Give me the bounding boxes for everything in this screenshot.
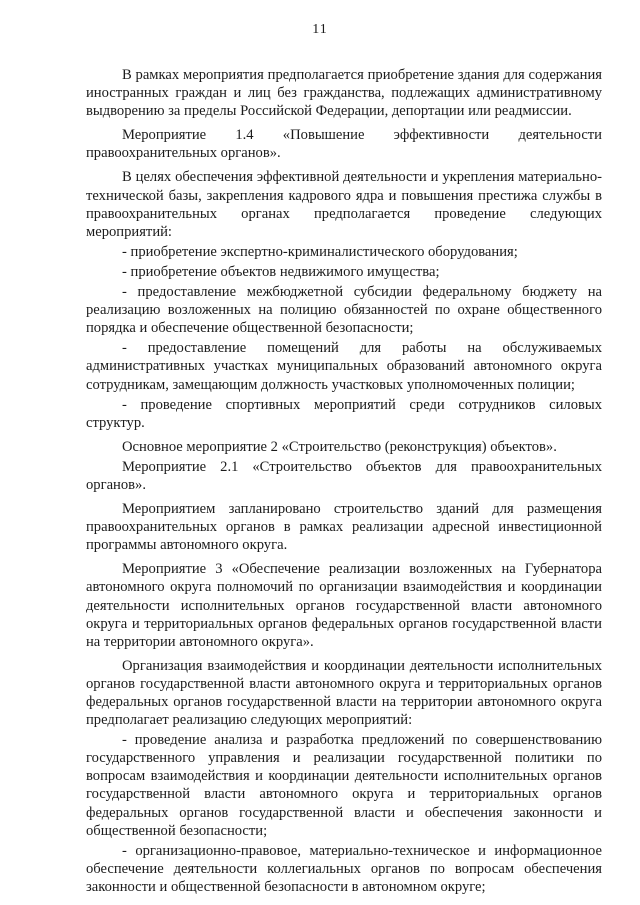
list-item-real-estate: - приобретение объектов недвижимого имущества; xyxy=(122,263,440,280)
document-body xyxy=(86,66,602,896)
list-item-premises: - предоставление помещений для работы на обслуживаемых административных участках муниципальных образований автономного округа сотрудникам, замещающим должность участковых уполномоченных полиции; xyxy=(86,340,602,393)
list-item-analysis: - проведение анализа и разработка предложений по совершенствованию государственного управления и реализации государственной политики по вопросам взаимодействия и координации деятельности исполнительных органов государственной власти автономного округа и территориальных органов федеральных органов государственной власти и обеспечения законности и общественной безопасности; xyxy=(86,732,602,839)
paragraph-measure-2-1: Мероприятие 2.1 «Строительство объектов для правоохранительных органов». xyxy=(86,458,602,493)
list-item-sports-events: - проведение спортивных мероприятий среди сотрудников силовых структур. xyxy=(86,396,602,431)
list-item-federal-subsidy: - предоставление межбюджетной субсидии федеральному бюджету на реализацию возложенных на полицию обязанностей по охране общественного порядка и обеспечение общественной безопасности; xyxy=(86,284,602,337)
paragraph-main-measure-2: Основное мероприятие 2 «Строительство (реконструкция) объектов». xyxy=(122,438,557,455)
list-item-organizational-support: - организационно-правовое, материально-техническое и информационное обеспечение деятельности коллегиальных органов по вопросам обеспечения законности и общественной безопасности в автономном округе; xyxy=(86,842,602,895)
paragraph-construction-plan: Мероприятием запланировано строительство зданий для размещения правоохранительных органов в рамках реализации адресной инвестиционной программы автономного округа. xyxy=(86,501,602,554)
paragraph-coordination: Организация взаимодействия и координации деятельности исполнительных органов государственной власти автономного округа и территориальных органов федеральных органов государственной власти на территории автономного округа предполагает реализацию следующих мероприятий: xyxy=(86,657,602,729)
page-number: 11 xyxy=(312,22,328,37)
paragraph-measure-1-4-title: Мероприятие 1.4 «Повышение эффективности деятельности правоохранительных органов». xyxy=(86,127,602,162)
paragraph-building-acquisition: В рамках мероприятия предполагается приобретение здания для содержания иностранных граждан и лиц без гражданства, подлежащих административному выдворению за пределы Российской Федерации, депортации или реадмиссии. xyxy=(86,67,602,120)
paragraph-measure-1-4-intro: В целях обеспечения эффективной деятельности и укрепления материально-технической базы, закрепления кадрового ядра и повышения престижа службы в правоохранительных органах предполагается проведение следующих мероприятий: xyxy=(86,169,602,240)
list-item-forensic-equipment: - приобретение экспертно-криминалистического оборудования; xyxy=(122,243,518,260)
paragraph-measure-3: Мероприятие 3 «Обеспечение реализации возложенных на Губернатора автономного округа полномочий по организации взаимодействия и координации деятельности исполнительных органов государственной власти автономного округа и территориальных органов федеральных органов государственной власти на территории автономного округа». xyxy=(86,561,602,650)
